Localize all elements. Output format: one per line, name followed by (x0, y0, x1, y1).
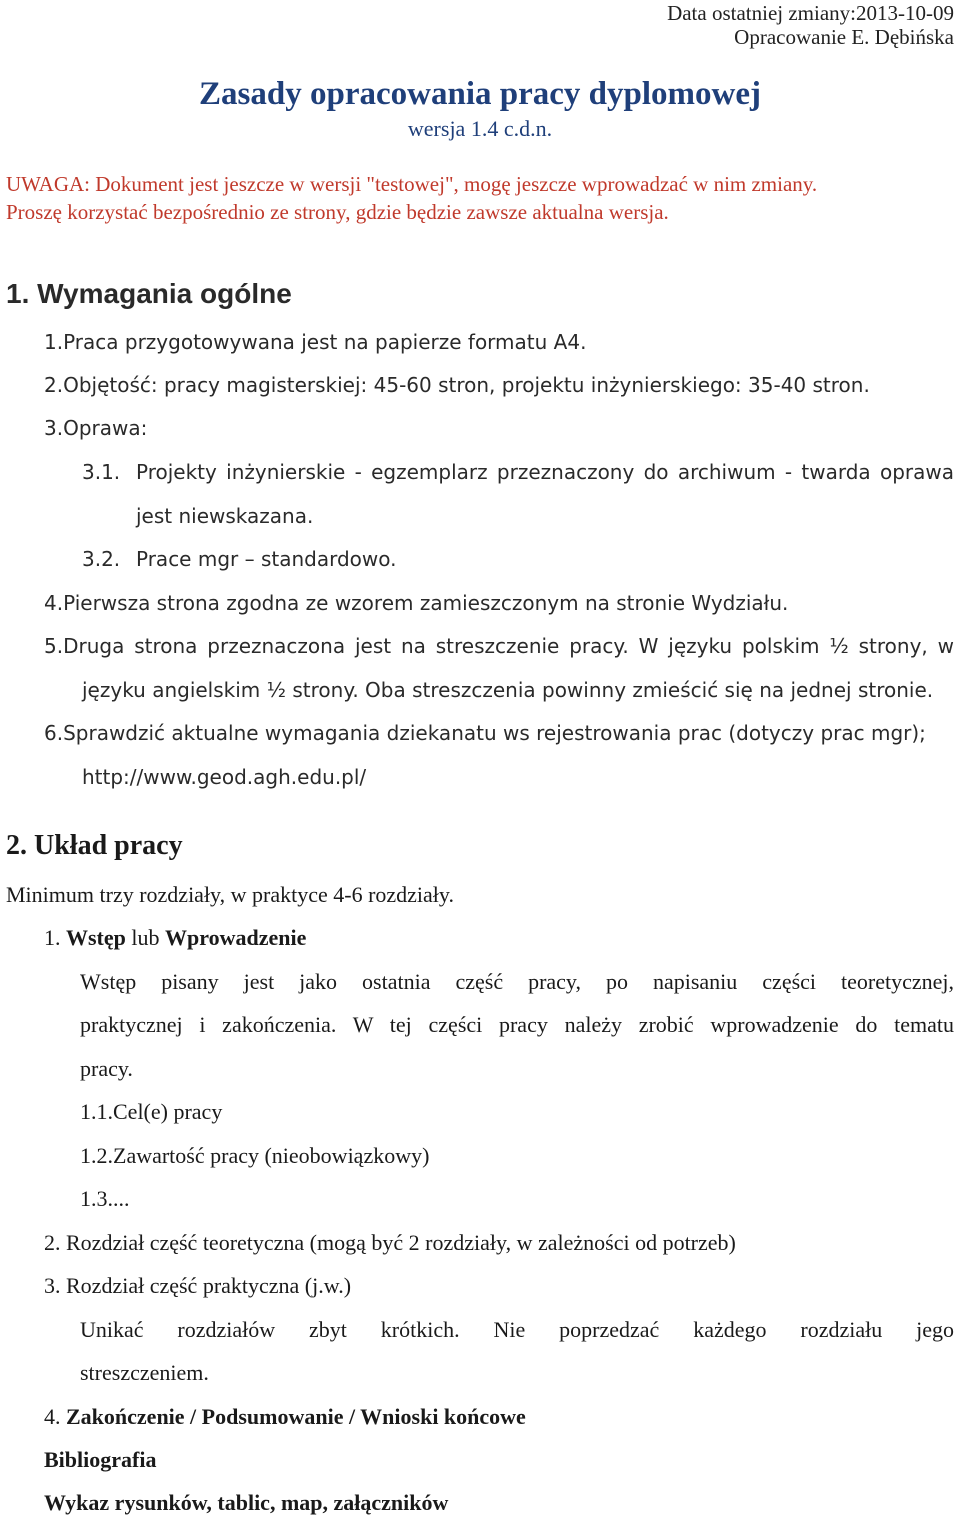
section-2-intro: Minimum trzy rozdziały, w praktyce 4-6 rozdziały. (6, 882, 454, 907)
req-item-3-2-number: 3.2. (82, 547, 121, 571)
chapter-2-heading: 2. Rozdział część teoretyczna (mogą być 2 rozdziały, w zależności od potrzeb) (44, 1230, 736, 1255)
chapter-3-heading: 3. Rozdział część praktyczna (j.w.) (44, 1273, 352, 1298)
req-item-3-2-text: Prace mgr – standardowo. (136, 547, 397, 571)
section-1-heading: 1. Wymagania ogólne (6, 278, 292, 309)
section-2-heading: 2. Układ pracy (6, 830, 183, 861)
req-item-1: 1.Praca przygotowywana jest na papierze formatu A4. (44, 330, 587, 354)
figures-list-heading: Wykaz rysunków, tablic, map, załączników (44, 1490, 449, 1515)
chapter-1-subsection-2: 1.2.Zawartość pracy (nieobowiązkowy) (80, 1143, 430, 1168)
warning-line-2: Proszę korzystać bezpośrednio ze strony, gdzie będzie zawsze aktualna wersja. (6, 200, 669, 224)
req-item-3: 3.Oprawa: (44, 416, 148, 440)
req-item-4: 4.Pierwsza strona zgodna ze wzorem zamieszczonym na stronie Wydziału. (44, 591, 789, 615)
chapter-1-desc-line-1: Wstęp pisany jest jako ostatnia część pracy, po napisaniu części teoretycznej, (80, 969, 954, 994)
req-item-6-line-1: 6.Sprawdzić aktualne wymagania dziekanatu ws rejestrowania prac (dotyczy prac mgr); (44, 721, 926, 745)
chapter-1-heading (44, 924, 306, 952)
chapter-3-desc-line-2: streszczeniem. (80, 1360, 209, 1385)
bibliography-heading: Bibliografia (44, 1447, 157, 1472)
document-version: wersja 1.4 c.d.n. (407, 116, 553, 141)
chapter-1-subsection-1: 1.1.Cel(e) pracy (80, 1099, 223, 1124)
chapter-4-heading (44, 1403, 526, 1431)
chapter-1-title-wprowadzenie: Wprowadzenie (165, 925, 307, 950)
chapter-3-desc-line-1: Unikać rozdziałów zbyt krótkich. Nie poprzedzać każdego rozdziału jego (80, 1317, 954, 1342)
chapter-4-title: Zakończenie / Podsumowanie / Wnioski końcowe (66, 1404, 526, 1429)
chapter-4-number: 4. (44, 1404, 61, 1429)
req-item-3-1-continued: jest niewskazana. (136, 504, 314, 528)
chapter-1-number: 1. (44, 925, 61, 950)
chapter-1-desc-line-2: praktycznej i zakończenia. W tej części pracy należy zrobić wprowadzenie do tematu (80, 1012, 954, 1037)
chapter-1-title-wstep: Wstęp (66, 925, 126, 950)
req-item-5-line-2: języku angielskim ½ strony. Oba streszczenia powinny zmieścić się na jednej stronie. (82, 678, 934, 702)
req-item-5-line-1: 5.Druga strona przeznaczona jest na streszczenie pracy. W języku polskim ½ strony, w (44, 634, 954, 658)
req-item-3-1-number: 3.1. (82, 460, 121, 484)
warning-line-1: UWAGA: Dokument jest jeszcze w wersji "testowej", mogę jeszcze wprowadzać w nim zmiany. (6, 172, 818, 196)
chapter-1-desc-line-3: pracy. (80, 1056, 133, 1081)
req-item-3-1-text: Projekty inżynierskie - egzemplarz przeznaczony do archiwum - twarda oprawa (136, 460, 954, 484)
dean-office-link[interactable]: http://www.geod.agh.edu.pl/ (82, 765, 367, 789)
req-item-2: 2.Objętość: pracy magisterskiej: 45-60 stron, projektu inżynierskiego: 35-40 stron. (44, 373, 870, 397)
chapter-1-subsection-3: 1.3.... (80, 1186, 130, 1211)
author-line: Opracowanie E. Dębińska (734, 25, 954, 49)
document-title: Zasady opracowania pracy dyplomowej (199, 76, 761, 112)
last-modified-date: Data ostatniej zmiany:2013-10-09 (667, 1, 954, 25)
chapter-1-or: lub (131, 925, 160, 950)
